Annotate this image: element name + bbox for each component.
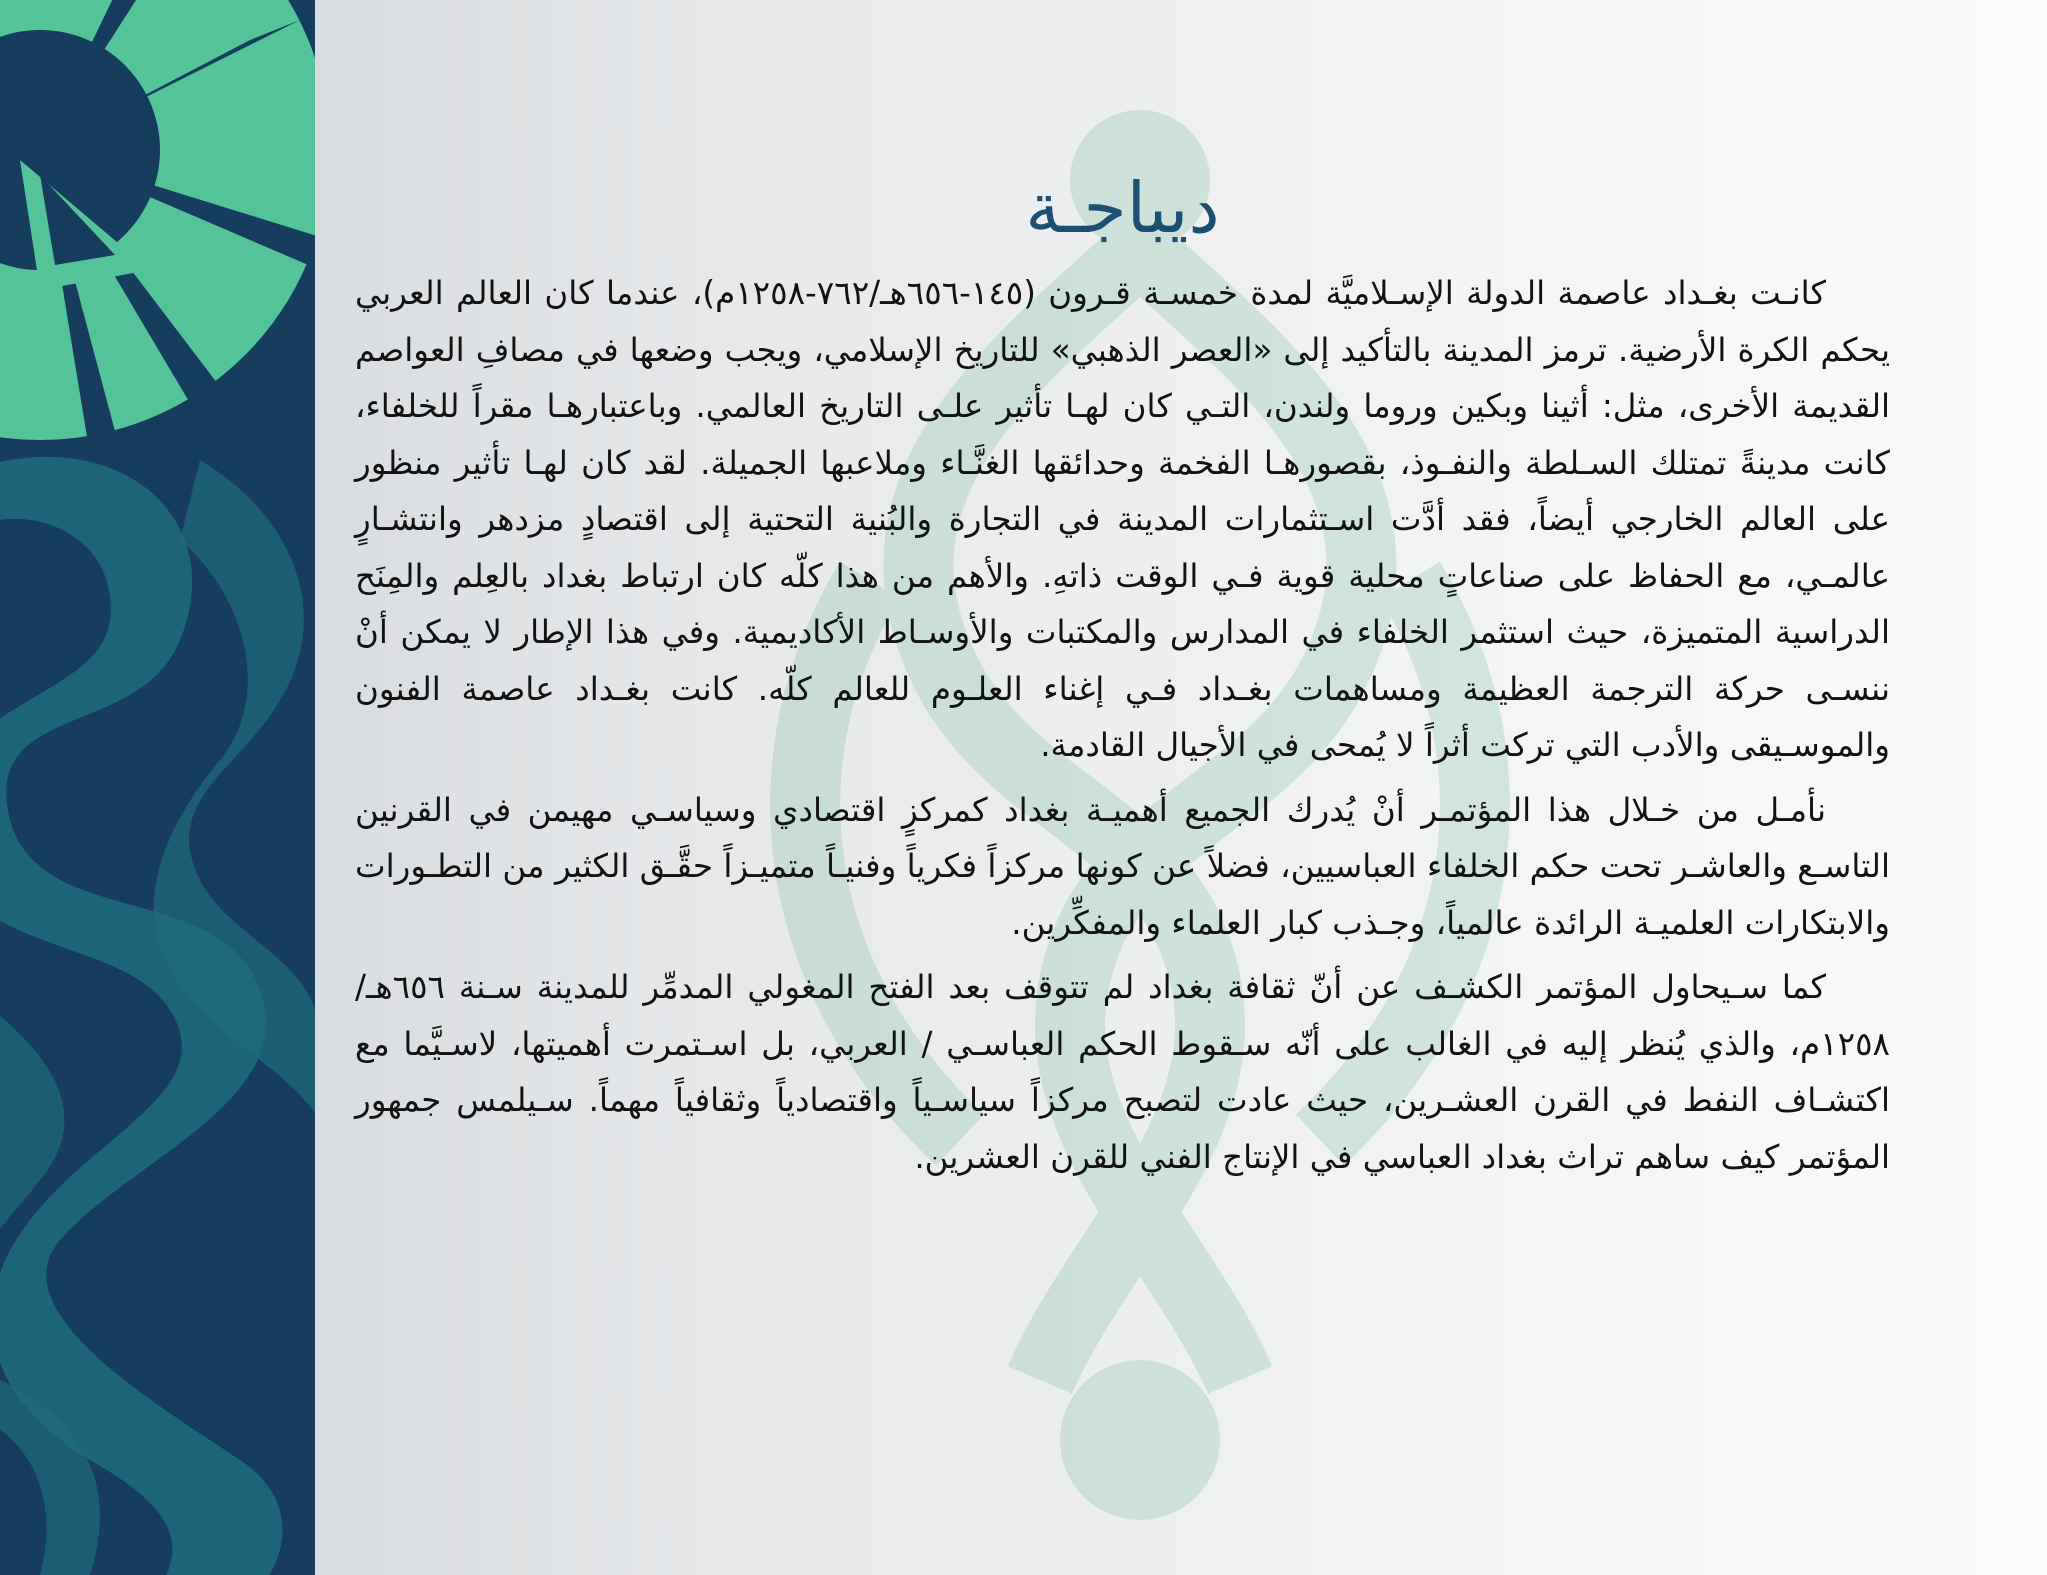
paragraph-1: كانـت بغـداد عاصمة الدولة الإسـلاميَّة لمدة خمسـة قـرون (١٤٥-٦٥٦هـ/٧٦٢-١٢٥٨م)، عندما كان العالم العربي يحكم الكرة الأرضية. ترمز المدينة بالتأكيد إلى «العصر الذهبي» للتاريخ الإسلامي، ويجب وضعها في مصافِ العواصم القديمة الأخرى، مثل: أثينا وبكين وروما ولندن، التـي كان لهـا تأثير علـى التاريخ العالمي. وباعتبارهـا مقراً للخلفاء، كانت مدينةً تمتلك السـلطة والنفـوذ، بقصورهـا الفخمة وحدائقها الغنَّـاء وملاعبها الجميلة. لقد كان لهـا تأثير منظور على العالم الخارجي أيضاً، فقد أدَّت اسـتثمارات المدينة في التجارة والبُنية التحتية إلى اقتصادٍ مزدهر وانتشـارٍ عالمـي، مع الحفاظ على صناعاتٍ محلية قوية فـي الوقت ذاتهِ. والأهم من هذا كلّه كان ارتباط بغداد بالعِلم والمِنَح الدراسية المتميزة، حيث استثمر الخلفاء في المدارس والمكتبات والأوسـاط الأكاديمية. وفي هذا الإطار لا يمكن أنْ ننسـى حركة الترجمة العظيمة ومساهمات بغـداد فـي إغناء العلـوم للعالم كلّه. كانت بغـداد عاصمة الفنون والموسـيقى والأدب التي تركت أثراً لا يُمحى في الأجيال القادمة. bbox=[355, 274, 1890, 764]
paragraph-2: نأمـل من خـلال هذا المؤتمـر أنْ يُدرك الجميع أهميـة بغداد كمركزٍ اقتصادي وسياسـي مهيمن في القرنين التاسـع والعاشـر تحت حكم الخلفاء العباسيين، فضلاً عن كونها مركزاً فكرياً وفنيـاً متميـزاً حقَّـق الكثير من التطـورات والابتكارات العلميـة الرائدة عالمياً، وجـذب كبار العلماء والمفكِّرين. bbox=[355, 790, 1890, 942]
paragraph-3: كما سـيحاول المؤتمر الكشـف عن أنّ ثقافة بغداد لم تتوقف بعد الفتح المغولي المدمِّر للمدينة سـنة ٦٥٦هـ/١٢٥٨م، والذي يُنظر إليه في الغالب على أنّه سـقوط الحكم العباسـي / العربي، بل اسـتمرت أهميتها، لاسـيَّما مع اكتشـاف النفط في القرن العشـرين، حيث عادت لتصبح مركزاً سياسـياً واقتصادياً وثقافياً مهماً. سـيلمس جمهور المؤتمر كيف ساهم تراث بغداد العباسي في الإنتاج الفني للقرن العشرين. bbox=[355, 968, 1890, 1176]
page-title: ديباجـة bbox=[1025, 167, 1220, 249]
document-body bbox=[355, 167, 1890, 1193]
arabesque-pattern-icon bbox=[0, 0, 315, 1575]
decorative-side-band bbox=[0, 0, 315, 1575]
